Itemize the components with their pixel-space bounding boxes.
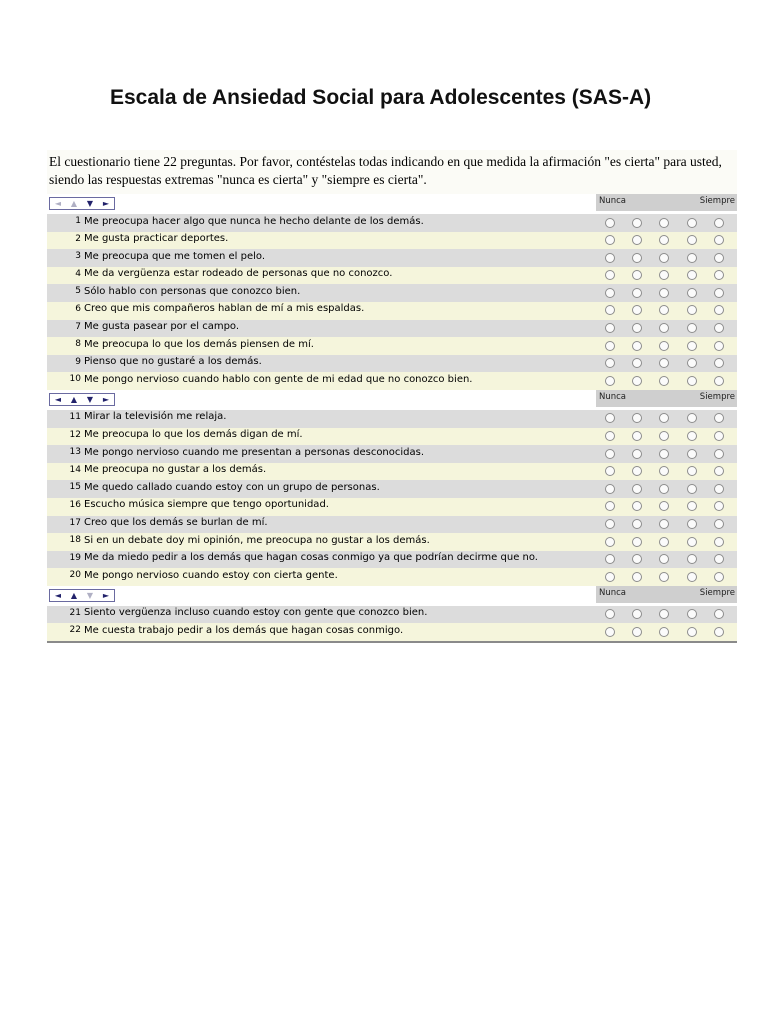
answer-radio-5[interactable] — [714, 376, 724, 386]
answer-radio-3[interactable] — [659, 431, 669, 441]
answer-radio-4[interactable] — [687, 358, 697, 368]
answer-radio-2[interactable] — [632, 627, 642, 637]
answer-radio-5[interactable] — [714, 484, 724, 494]
answer-radio-4[interactable] — [687, 218, 697, 228]
question-row — [47, 284, 737, 302]
answer-radio-3[interactable] — [659, 323, 669, 333]
block-navigation — [49, 393, 115, 406]
answer-radio-2[interactable] — [632, 609, 642, 619]
answer-radio-5[interactable] — [714, 413, 724, 423]
answer-radio-1[interactable] — [605, 554, 615, 564]
answer-options — [605, 253, 737, 263]
question-number: 19 — [69, 552, 81, 563]
answer-radio-3[interactable] — [659, 466, 669, 476]
answer-radio-3[interactable] — [659, 537, 669, 547]
question-number: 9 — [75, 356, 81, 367]
up-arrow-icon[interactable]: ▲ — [70, 394, 78, 404]
answer-radio-2[interactable] — [632, 323, 642, 333]
question-row — [47, 606, 737, 624]
answer-radio-4[interactable] — [687, 572, 697, 582]
answer-radio-2[interactable] — [632, 341, 642, 351]
answer-radio-5[interactable] — [714, 218, 724, 228]
answer-options — [605, 305, 737, 315]
answer-radio-5[interactable] — [714, 305, 724, 315]
answer-radio-5[interactable] — [714, 431, 724, 441]
question-number: 20 — [69, 570, 81, 581]
answer-radio-4[interactable] — [687, 609, 697, 619]
answer-radio-1[interactable] — [605, 288, 615, 298]
answer-radio-3[interactable] — [659, 341, 669, 351]
answer-radio-1[interactable] — [605, 235, 615, 245]
answer-radio-4[interactable] — [687, 466, 697, 476]
question-number: 6 — [75, 303, 81, 314]
answer-radio-3[interactable] — [659, 449, 669, 459]
answer-options — [605, 413, 737, 423]
answer-radio-5[interactable] — [714, 449, 724, 459]
answer-radio-5[interactable] — [714, 358, 724, 368]
questionnaire-form — [47, 150, 737, 643]
answer-radio-3[interactable] — [659, 235, 669, 245]
answer-radio-5[interactable] — [714, 323, 724, 333]
answer-radio-1[interactable] — [605, 466, 615, 476]
question-number: 4 — [75, 268, 81, 279]
answer-radio-2[interactable] — [632, 466, 642, 476]
answer-radio-1[interactable] — [605, 305, 615, 315]
question-row — [47, 302, 737, 320]
answer-options — [605, 537, 737, 547]
answer-radio-5[interactable] — [714, 466, 724, 476]
answer-radio-4[interactable] — [687, 501, 697, 511]
down-arrow-icon[interactable]: ▼ — [86, 199, 94, 208]
question-row — [47, 267, 737, 285]
answer-radio-2[interactable] — [632, 484, 642, 494]
answer-radio-4[interactable] — [687, 376, 697, 386]
question-text: Creo que los demás se burlan de mí. — [84, 517, 268, 528]
scale-low-label: Nunca — [599, 587, 627, 598]
question-text: Me preocupa hacer algo que nunca he hecho delante de los demás. — [84, 215, 424, 227]
down-arrow-icon[interactable]: ▼ — [86, 394, 94, 404]
question-row — [47, 445, 737, 463]
question-text: Si en un debate doy mi opinión, me preocupa no gustar a los demás. — [84, 534, 430, 546]
answer-radio-4[interactable] — [687, 288, 697, 298]
answer-radio-2[interactable] — [632, 501, 642, 511]
answer-radio-1[interactable] — [605, 253, 615, 263]
question-row — [47, 498, 737, 516]
answer-radio-5[interactable] — [714, 235, 724, 245]
answer-options — [605, 376, 737, 386]
answer-radio-5[interactable] — [714, 519, 724, 529]
answer-options — [605, 270, 737, 280]
up-arrow-icon[interactable]: ▲ — [70, 590, 78, 600]
answer-radio-1[interactable] — [605, 449, 615, 459]
block-navigation — [49, 197, 115, 210]
question-text: Pienso que no gustaré a los demás. — [84, 356, 262, 368]
question-block — [47, 390, 737, 586]
first-arrow-icon[interactable]: ◄ — [54, 590, 62, 600]
down-arrow-icon: ▼ — [86, 590, 94, 600]
answer-radio-1[interactable] — [605, 627, 615, 637]
question-text: Me preocupa que me tomen el pelo. — [84, 250, 266, 262]
question-row — [47, 428, 737, 446]
question-text: Me pongo nervioso cuando estoy con cierta gente. — [84, 569, 338, 581]
answer-radio-2[interactable] — [632, 253, 642, 263]
scale-high-label: Siempre — [699, 391, 735, 402]
answer-radio-1[interactable] — [605, 358, 615, 368]
answer-radio-4[interactable] — [687, 449, 697, 459]
scale-low-label: Nunca — [599, 391, 627, 402]
question-row — [47, 232, 737, 250]
answer-radio-1[interactable] — [605, 572, 615, 582]
answer-radio-3[interactable] — [659, 609, 669, 619]
answer-radio-4[interactable] — [687, 235, 697, 245]
answer-radio-4[interactable] — [687, 537, 697, 547]
instructions — [47, 150, 737, 194]
answer-radio-1[interactable] — [605, 519, 615, 529]
answer-options — [605, 609, 737, 619]
scale-header — [596, 586, 737, 603]
answer-radio-3[interactable] — [659, 484, 669, 494]
answer-radio-3[interactable] — [659, 627, 669, 637]
answer-radio-4[interactable] — [687, 627, 697, 637]
question-text: Creo que mis compañeros hablan de mí a mis espaldas. — [84, 303, 365, 315]
question-number: 16 — [69, 499, 81, 510]
question-number: 8 — [75, 339, 81, 350]
answer-radio-2[interactable] — [632, 218, 642, 228]
answer-radio-3[interactable] — [659, 270, 669, 280]
question-text: Me preocupa lo que los demás digan de mí. — [84, 429, 303, 441]
answer-options — [605, 288, 737, 298]
answer-options — [605, 572, 737, 582]
question-block — [47, 194, 737, 390]
question-row — [47, 551, 737, 569]
answer-radio-2[interactable] — [632, 537, 642, 547]
answer-options — [605, 519, 737, 529]
answer-radio-5[interactable] — [714, 572, 724, 582]
answer-radio-1[interactable] — [605, 484, 615, 494]
question-row — [47, 410, 737, 428]
answer-radio-5[interactable] — [714, 627, 724, 637]
instructions-line-1: El cuestionario tiene 22 preguntas. Por favor, contéstelas todas indicando en que medida la afirmación "es cierta" para usted, — [49, 154, 722, 169]
answer-radio-2[interactable] — [632, 358, 642, 368]
answer-radio-1[interactable] — [605, 218, 615, 228]
first-arrow-icon[interactable]: ◄ — [54, 394, 62, 404]
question-text: Me gusta practicar deportes. — [84, 233, 229, 245]
question-text: Mirar la televisión me relaja. — [84, 411, 227, 423]
question-row — [47, 320, 737, 338]
answer-radio-5[interactable] — [714, 537, 724, 547]
answer-options — [605, 449, 737, 459]
block-navigation — [49, 589, 115, 602]
answer-radio-1[interactable] — [605, 413, 615, 423]
answer-radio-5[interactable] — [714, 288, 724, 298]
question-text: Siento vergüenza incluso cuando estoy con gente que conozco bien. — [84, 607, 428, 619]
question-block — [47, 586, 737, 641]
question-number: 21 — [69, 607, 81, 618]
scale-high-label: Siempre — [699, 587, 735, 598]
question-blocks — [47, 194, 737, 641]
scale-high-label: Siempre — [699, 196, 735, 206]
question-text: Me pongo nervioso cuando me presentan a personas desconocidas. — [84, 446, 425, 458]
answer-radio-3[interactable] — [659, 305, 669, 315]
answer-options — [605, 358, 737, 368]
last-arrow-icon[interactable]: ► — [102, 394, 110, 404]
answer-options — [605, 554, 737, 564]
block-header — [47, 390, 737, 410]
question-row — [47, 480, 737, 498]
question-row — [47, 355, 737, 373]
answer-radio-1[interactable] — [605, 609, 615, 619]
question-number: 1 — [75, 216, 81, 226]
question-text: Me cuesta trabajo pedir a los demás que hagan cosas conmigo. — [84, 624, 404, 636]
question-number: 11 — [69, 411, 81, 422]
answer-radio-3[interactable] — [659, 572, 669, 582]
answer-radio-2[interactable] — [632, 413, 642, 423]
answer-radio-5[interactable] — [714, 554, 724, 564]
answer-radio-2[interactable] — [632, 270, 642, 280]
answer-options — [605, 341, 737, 351]
question-text: Me da miedo pedir a los demás que hagan cosas conmigo ya que podrían decirme que no. — [84, 552, 538, 564]
answer-radio-4[interactable] — [687, 484, 697, 494]
question-row — [47, 516, 737, 534]
answer-radio-2[interactable] — [632, 554, 642, 564]
question-number: 3 — [75, 251, 81, 262]
answer-radio-2[interactable] — [632, 305, 642, 315]
answer-radio-5[interactable] — [714, 341, 724, 351]
answer-radio-5[interactable] — [714, 270, 724, 280]
answer-options — [605, 501, 737, 511]
question-number: 15 — [69, 482, 81, 493]
question-number: 7 — [75, 321, 81, 332]
answer-radio-4[interactable] — [687, 253, 697, 263]
question-text: Escucho música siempre que tengo oportunidad. — [84, 499, 329, 511]
question-row — [47, 623, 737, 641]
answer-options — [605, 235, 737, 245]
bottom-divider — [47, 641, 737, 643]
answer-radio-4[interactable] — [687, 341, 697, 351]
question-row — [47, 463, 737, 481]
answer-radio-3[interactable] — [659, 554, 669, 564]
question-row — [47, 337, 737, 355]
page-title: Escala de Ansiedad Social para Adolescentes (SAS-A) — [110, 86, 652, 109]
answer-radio-3[interactable] — [659, 358, 669, 368]
question-number: 17 — [69, 517, 81, 528]
question-text: Me preocupa no gustar a los demás. — [84, 464, 267, 476]
answer-radio-3[interactable] — [659, 288, 669, 298]
instructions-line-2: siendo las respuestas extremas "nunca es cierta" y "siempre es cierta". — [49, 172, 427, 187]
answer-radio-3[interactable] — [659, 413, 669, 423]
answer-radio-2[interactable] — [632, 288, 642, 298]
answer-radio-5[interactable] — [714, 253, 724, 263]
answer-radio-5[interactable] — [714, 501, 724, 511]
block-header — [47, 586, 737, 606]
answer-radio-1[interactable] — [605, 341, 615, 351]
question-row — [47, 568, 737, 586]
question-text: Me gusta pasear por el campo. — [84, 321, 240, 333]
answer-radio-1[interactable] — [605, 376, 615, 386]
first-arrow-icon: ◄ — [54, 199, 62, 208]
answer-radio-4[interactable] — [687, 413, 697, 423]
answer-options — [605, 218, 737, 228]
answer-radio-2[interactable] — [632, 519, 642, 529]
scale-header — [596, 194, 737, 211]
answer-radio-4[interactable] — [687, 270, 697, 280]
question-number: 2 — [75, 233, 81, 244]
answer-radio-4[interactable] — [687, 305, 697, 315]
question-row — [47, 372, 737, 390]
answer-options — [605, 323, 737, 333]
block-header — [47, 194, 737, 214]
answer-radio-1[interactable] — [605, 537, 615, 547]
answer-options — [605, 466, 737, 476]
answer-radio-2[interactable] — [632, 376, 642, 386]
question-text: Me da vergüenza estar rodeado de personas que no conozco. — [84, 268, 393, 280]
question-number: 12 — [69, 429, 81, 440]
answer-radio-3[interactable] — [659, 376, 669, 386]
scale-header — [596, 390, 737, 407]
question-row — [47, 533, 737, 551]
answer-radio-2[interactable] — [632, 235, 642, 245]
question-number: 22 — [69, 625, 81, 636]
answer-radio-2[interactable] — [632, 572, 642, 582]
scale-low-label: Nunca — [599, 196, 627, 206]
question-row — [47, 214, 737, 232]
question-number: 5 — [75, 286, 81, 297]
answer-radio-2[interactable] — [632, 449, 642, 459]
question-number: 18 — [69, 535, 81, 546]
question-text: Me pongo nervioso cuando hablo con gente de mi edad que no conozco bien. — [84, 373, 473, 385]
answer-radio-4[interactable] — [687, 554, 697, 564]
answer-options — [605, 484, 737, 494]
answer-radio-1[interactable] — [605, 501, 615, 511]
last-arrow-icon[interactable]: ► — [102, 590, 110, 600]
answer-radio-4[interactable] — [687, 431, 697, 441]
question-number: 13 — [69, 447, 81, 458]
question-text: Me quedo callado cuando estoy con un grupo de personas. — [84, 481, 380, 493]
answer-radio-1[interactable] — [605, 270, 615, 280]
answer-radio-3[interactable] — [659, 253, 669, 263]
question-text: Me preocupa lo que los demás piensen de mí. — [84, 338, 314, 350]
question-text: Sólo hablo con personas que conozco bien. — [84, 285, 301, 297]
answer-radio-3[interactable] — [659, 218, 669, 228]
answer-radio-1[interactable] — [605, 323, 615, 333]
up-arrow-icon: ▲ — [70, 199, 78, 208]
question-number: 14 — [69, 464, 81, 475]
answer-radio-2[interactable] — [632, 431, 642, 441]
answer-radio-4[interactable] — [687, 519, 697, 529]
last-arrow-icon[interactable]: ► — [102, 199, 110, 208]
question-number: 10 — [69, 374, 81, 385]
answer-radio-1[interactable] — [605, 431, 615, 441]
answer-options — [605, 431, 737, 441]
question-row — [47, 249, 737, 267]
answer-options — [605, 627, 737, 637]
answer-radio-4[interactable] — [687, 323, 697, 333]
answer-radio-5[interactable] — [714, 609, 724, 619]
answer-radio-3[interactable] — [659, 519, 669, 529]
answer-radio-3[interactable] — [659, 501, 669, 511]
